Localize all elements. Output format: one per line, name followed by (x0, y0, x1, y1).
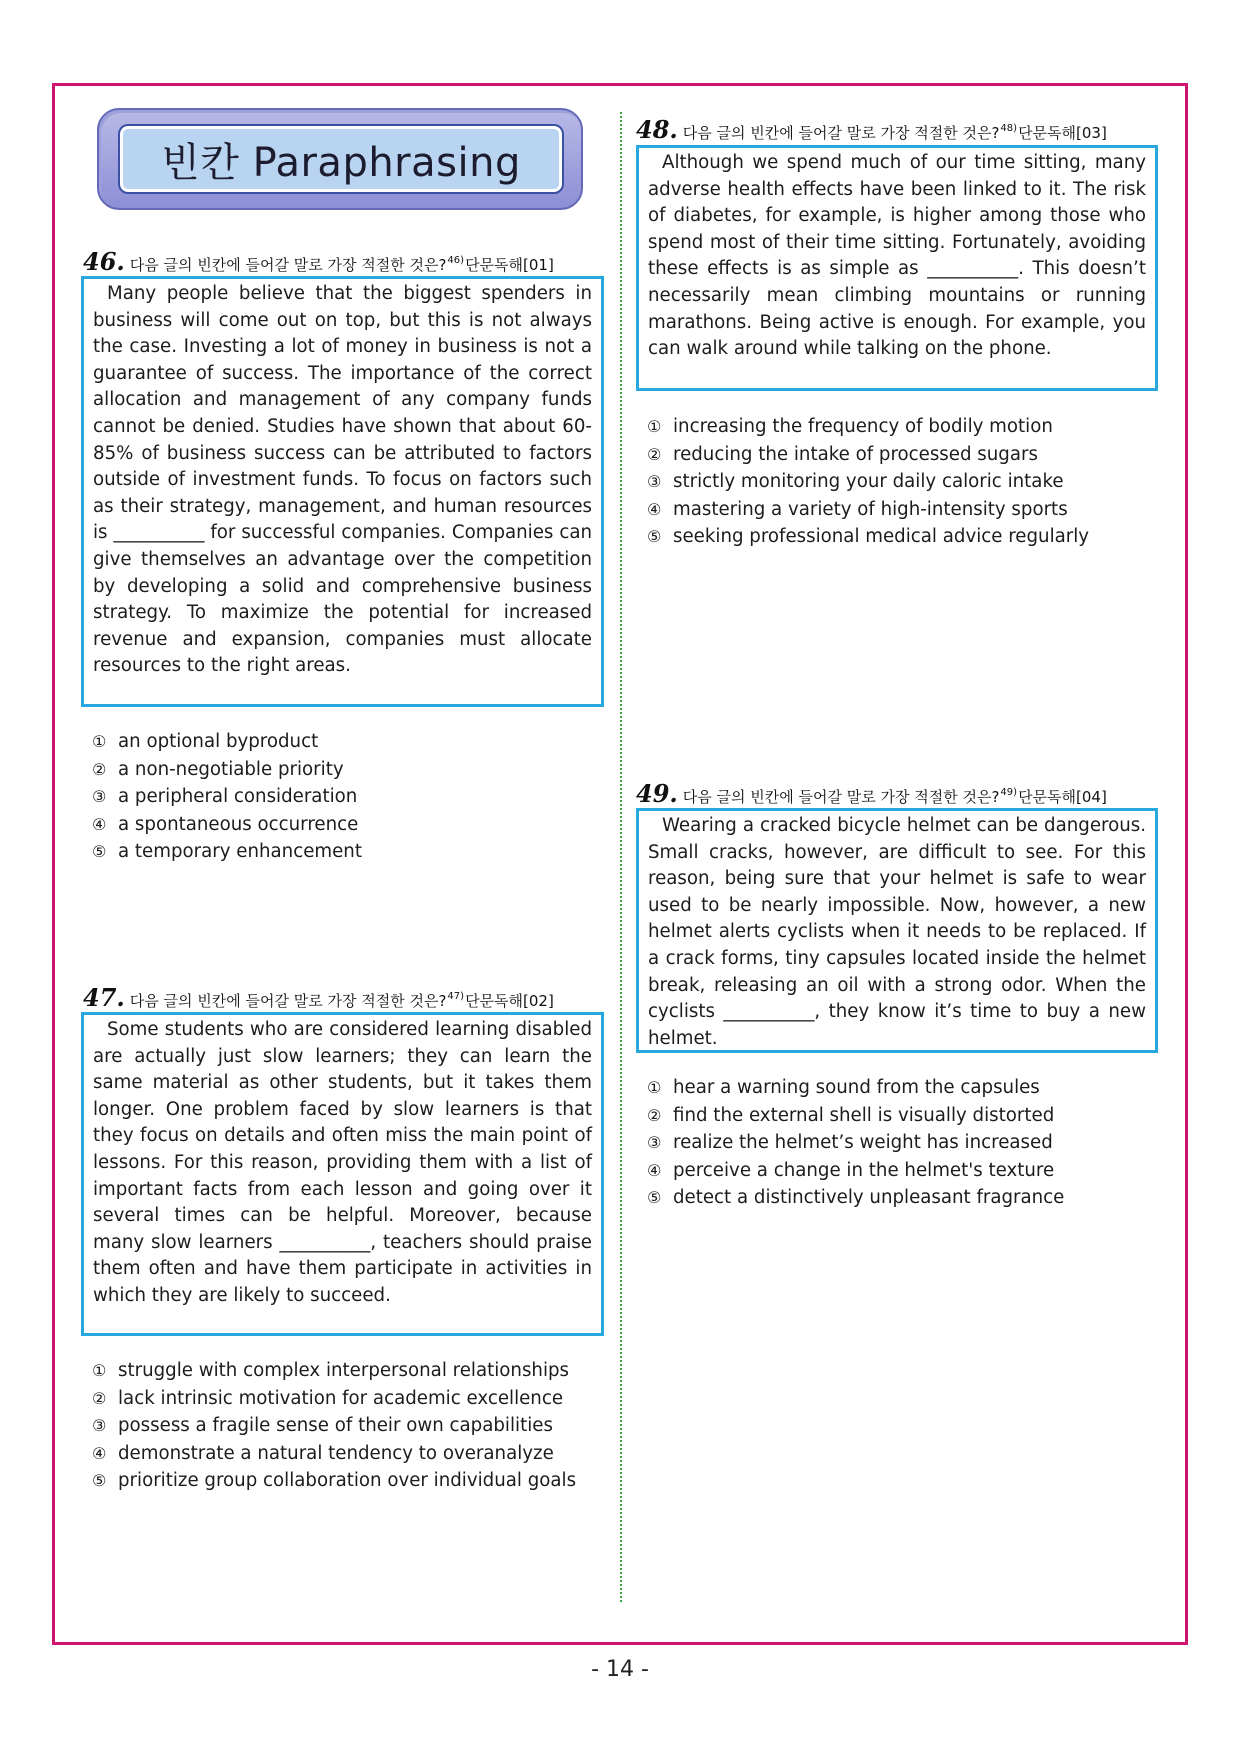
passage-text: Although we spend much of our time sitting, many adverse health effects have been linked to it. The risk of diabetes, for example, is higher among those who spend most of their time sitting. Fortunately, avoiding these effects is as simple as __________. This doesn’t necessarily mean climbing mountains or running marathons. Being active is enough. For example, you can walk around while talking on the phone. (648, 152, 1146, 360)
option-text: strictly monitoring your daily caloric intake (673, 471, 1064, 492)
option-mark: ① (92, 1361, 107, 1380)
option-mark: ② (92, 759, 107, 779)
option-1[interactable] (647, 1074, 1064, 1102)
option-1[interactable] (92, 728, 362, 756)
question-instruction: 다음 글의 빈칸에 들어갈 말로 가장 적절한 것은? (682, 788, 1000, 806)
option-text: demonstrate a natural tendency to overanalyze (118, 1442, 554, 1464)
option-5[interactable] (647, 523, 1089, 551)
question-source: 단문독해[02] (465, 992, 554, 1010)
question-49-passage-box (636, 808, 1158, 1053)
option-text: seeking professional medical advice regularly (673, 526, 1090, 547)
option-2[interactable] (92, 1385, 576, 1413)
option-text: possess a fragile sense of their own capabilities (118, 1415, 553, 1436)
option-5[interactable] (647, 1184, 1064, 1212)
option-mark: ④ (647, 1160, 662, 1180)
option-text: find the external shell is visually distorted (673, 1104, 1055, 1126)
question-number: 48. (636, 115, 678, 144)
option-text: prioritize group collaboration over individual goals (118, 1470, 577, 1491)
question-source: 단문독해[01] (465, 256, 554, 274)
option-text: perceive a change in the helmet's texture (673, 1159, 1055, 1181)
option-2[interactable] (647, 441, 1089, 469)
option-text: a peripheral consideration (118, 786, 358, 807)
option-text: increasing the frequency of bodily motion (673, 416, 1053, 437)
option-mark: ③ (92, 1416, 107, 1435)
section-title-box (118, 124, 564, 194)
question-number: 49. (636, 779, 678, 808)
question-number: 47. (83, 983, 125, 1012)
option-2[interactable] (92, 756, 362, 784)
option-text: mastering a variety of high-intensity sports (673, 498, 1068, 520)
question-47-header (83, 983, 554, 1012)
option-mark: ① (647, 417, 662, 436)
option-text: reducing the intake of processed sugars (673, 443, 1038, 465)
option-text: detect a distinctively unpleasant fragrance (673, 1187, 1065, 1208)
option-mark: ⑤ (92, 1471, 107, 1490)
question-46-passage-box (81, 276, 604, 707)
question-instruction: 다음 글의 빈칸에 들어갈 말로 가장 적절한 것은? (682, 124, 1000, 142)
option-3[interactable] (647, 468, 1089, 496)
option-mark: ③ (647, 472, 662, 491)
option-5[interactable] (92, 1467, 576, 1495)
passage-text: Some students who are considered learning disabled are actually just slow learners; they can learn the same material as other students, but it takes them longer. One problem faced by slow learners is that they focus on details and often miss the main point of lessons. For this reason, providing them with a list of important facts from each lesson and going over it several times can be helpful. Moreover, because many slow learners __________, teachers should praise them often and have them participate in activities in which they are likely to succeed. (93, 1019, 592, 1306)
section-title: 빈칸 Paraphrasing (161, 139, 521, 186)
option-mark: ③ (647, 1133, 662, 1152)
question-46-options (92, 728, 362, 866)
footnote-ref: 49) (1000, 787, 1018, 798)
option-mark: ② (647, 1105, 662, 1125)
question-49-options (647, 1074, 1064, 1212)
question-number: 46. (83, 247, 125, 276)
option-text: a spontaneous occurrence (118, 813, 359, 835)
option-text: a non-negotiable priority (118, 758, 344, 780)
option-1[interactable] (92, 1357, 576, 1385)
option-mark: ④ (647, 499, 662, 519)
option-mark: ⑤ (647, 1188, 662, 1207)
question-47-passage-box (81, 1012, 604, 1336)
option-text: an optional byproduct (118, 731, 319, 752)
option-mark: ① (647, 1078, 662, 1097)
question-49-header (636, 779, 1107, 808)
option-4[interactable] (92, 811, 362, 839)
option-mark: ⑤ (92, 842, 107, 861)
option-4[interactable] (92, 1440, 576, 1468)
option-3[interactable] (647, 1129, 1064, 1157)
option-3[interactable] (92, 1412, 576, 1440)
option-mark: ④ (92, 1443, 107, 1463)
option-4[interactable] (647, 496, 1089, 524)
option-mark: ⑤ (647, 527, 662, 546)
footnote-ref: 48) (1000, 123, 1018, 134)
option-mark: ③ (92, 787, 107, 806)
section-title-banner (97, 108, 583, 210)
option-text: realize the helmet’s weight has increased (673, 1132, 1053, 1153)
option-text: hear a warning sound from the capsules (673, 1077, 1040, 1098)
question-46-header (83, 247, 554, 276)
option-mark: ② (92, 1388, 107, 1408)
option-text: struggle with complex interpersonal relationships (118, 1360, 570, 1381)
question-47-options (92, 1357, 576, 1495)
question-48-options (647, 413, 1089, 551)
option-1[interactable] (647, 413, 1089, 441)
passage-text: Wearing a cracked bicycle helmet can be dangerous. Small cracks, however, are difficult to see. For this reason, being sure that your helmet is safe to wear used to be nearly impossible. Now, however, a new helmet alerts cyclists when it needs to be replaced. If a crack forms, tiny capsules located inside the helmet break, releasing an oil with a strong odor. When the cyclists __________, they know it’s time to buy a new helmet. (648, 815, 1146, 1049)
footnote-ref: 46) (447, 255, 465, 266)
option-mark: ② (647, 444, 662, 464)
page-number: - 14 - (591, 1657, 649, 1682)
question-48-passage-box (636, 145, 1158, 391)
question-48-header (636, 115, 1107, 144)
option-2[interactable] (647, 1102, 1064, 1130)
footnote-ref: 47) (447, 991, 465, 1002)
option-5[interactable] (92, 838, 362, 866)
question-source: 단문독해[04] (1018, 788, 1107, 806)
option-mark: ④ (92, 814, 107, 834)
question-instruction: 다음 글의 빈칸에 들어갈 말로 가장 적절한 것은? (129, 256, 447, 274)
passage-text: Many people believe that the biggest spenders in business will come out on top, but this is not always the case. Investing a lot of money in business is not a guarantee of success. The importance of the correct allocation and management of any company funds cannot be denied. Studies have shown that about 60-85% of business success can be attributed to factors outside of investment funds. To focus on factors such as their strategy, management, and human resources is __________ for successful companies. Companies can give themselves an advantage over the competition by developing a solid and comprehensive business strategy. To maximize the potential for increased revenue and expansion, companies must allocate resources to the right areas. (93, 283, 592, 677)
option-text: lack intrinsic motivation for academic excellence (118, 1387, 564, 1409)
option-4[interactable] (647, 1157, 1064, 1185)
option-text: a temporary enhancement (118, 841, 362, 862)
question-source: 단문독해[03] (1018, 124, 1107, 142)
option-mark: ① (92, 732, 107, 751)
option-3[interactable] (92, 783, 362, 811)
column-divider (620, 112, 622, 1602)
question-instruction: 다음 글의 빈칸에 들어갈 말로 가장 적절한 것은? (129, 992, 447, 1010)
